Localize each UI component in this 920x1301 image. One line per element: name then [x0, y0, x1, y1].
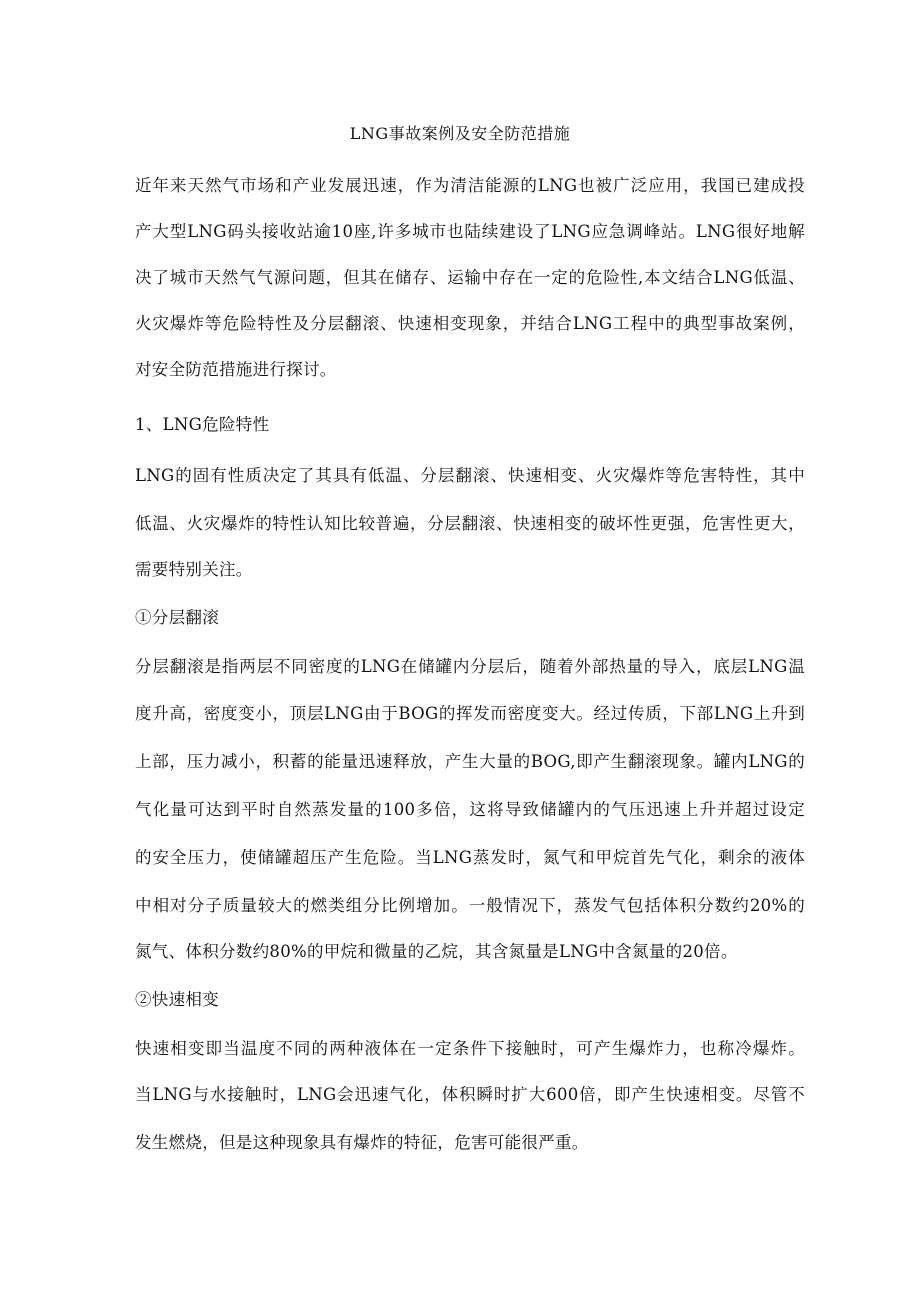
- section-heading: 1、LNG危险特性: [135, 415, 270, 434]
- paragraph-line: 分层翻滚是指两层不同密度的LNG在储罐内分层后，随着外部热量的导入，底层LNG温: [135, 657, 805, 676]
- subsection-heading: ①分层翻滚: [135, 608, 219, 627]
- paragraph-line: LNG的固有性质决定了其具有低温、分层翻滚、快速相变、火灾爆炸等危害特性，其中: [135, 466, 805, 485]
- paragraph-line: 对安全防范措施进行探讨。: [135, 360, 337, 379]
- paragraph-line: 的安全压力，使储罐超压产生危险。当LNG蒸发时，氮气和甲烷首先气化，剩余的液体: [135, 848, 805, 867]
- paragraph-line: 产大型LNG码头接收站逾10座,许多城市也陆续建设了LNG应急调峰站。LNG很好地解: [135, 222, 805, 241]
- paragraph-line: 需要特别关注。: [135, 560, 253, 579]
- paragraph-line: 氮气、体积分数约80%的甲烷和微量的乙烷，其含氮量是LNG中含氮量的20倍。: [135, 942, 738, 961]
- paragraph-line: 当LNG与水接触时，LNG会迅速气化，体积瞬时扩大600倍，即产生快速相变。尽管不: [135, 1085, 805, 1104]
- paragraph-line: 发生燃烧，但是这种现象具有爆炸的特征，危害可能很严重。: [135, 1133, 589, 1152]
- paragraph-line: 决了城市天然气气源问题，但其在储存、运输中存在一定的危险性,本文结合LNG低温、: [135, 268, 805, 287]
- document-title: LNG事故案例及安全防范措施: [349, 124, 571, 143]
- paragraph-line: 度升高，密度变小，顶层LNG由于BOG的挥发而密度变大。经过传质，下部LNG上升到: [135, 704, 805, 723]
- paragraph-line: 快速相变即当温度不同的两种液体在一定条件下接触时，可产生爆炸力，也称冷爆炸。: [135, 1039, 805, 1058]
- subsection-heading: ②快速相变: [135, 990, 219, 1009]
- paragraph-line: 中相对分子质量较大的燃类组分比例增加。一般情况下，蒸发气包括体积分数约20%的: [135, 896, 805, 915]
- paragraph-line: 上部，压力减小，积蓄的能量迅速释放，产生大量的BOG,即产生翻滚现象。罐内LNG的: [135, 752, 805, 771]
- paragraph-line: 近年来天然气市场和产业发展迅速，作为清洁能源的LNG也被广泛应用，我国已建成投: [135, 176, 805, 195]
- paragraph-line: 气化量可达到平时自然蒸发量的100多倍，这将导致储罐内的气压迅速上升并超过设定: [135, 800, 805, 819]
- paragraph-line: 火灾爆炸等危险特性及分层翻滚、快速相变现象，并结合LNG工程中的典型事故案例，: [135, 314, 805, 333]
- paragraph-line: 低温、火灾爆炸的特性认知比较普遍，分层翻滚、快速相变的破坏性更强，危害性更大，: [135, 514, 805, 533]
